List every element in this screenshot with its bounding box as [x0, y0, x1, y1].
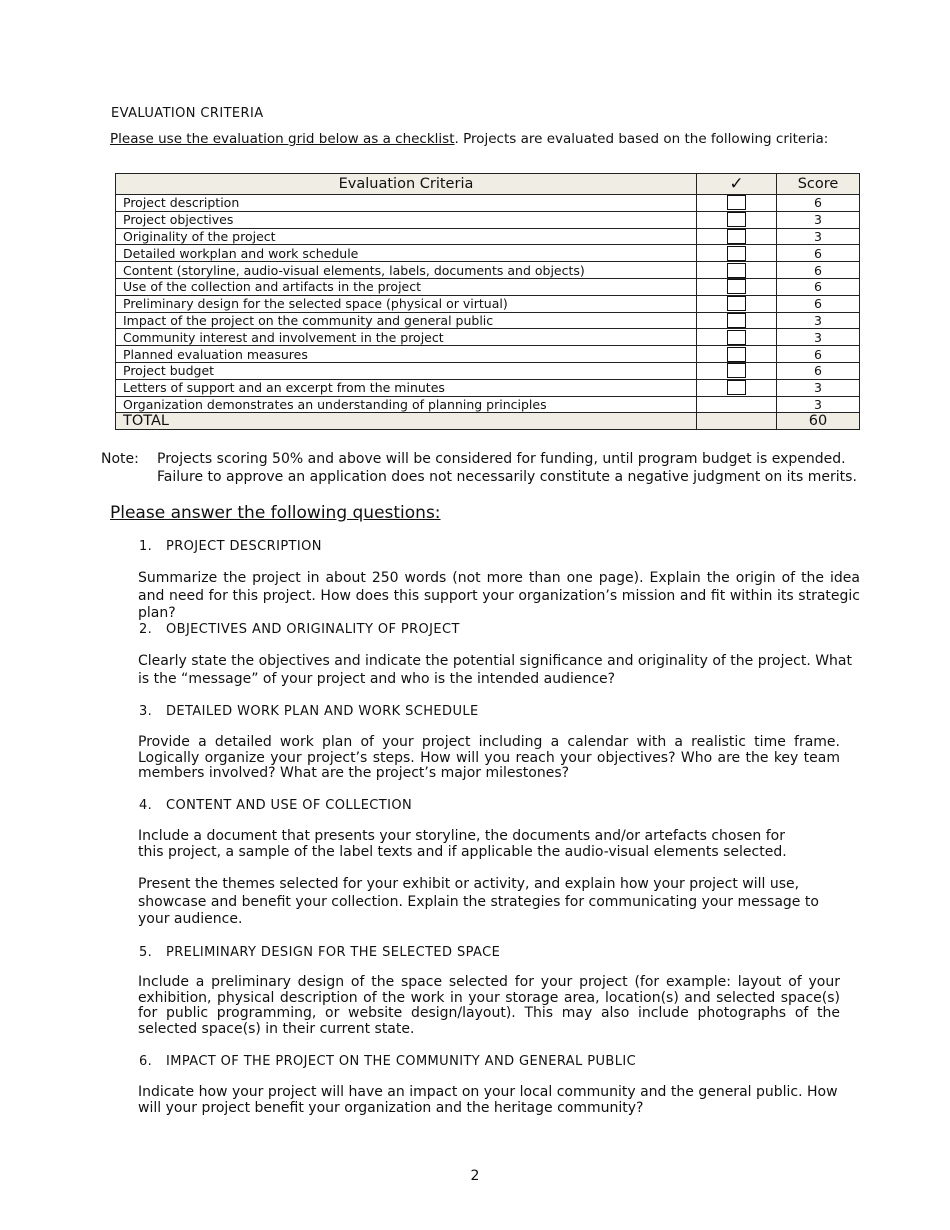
- score-cell: 6: [777, 278, 860, 295]
- score-cell: 3: [777, 329, 860, 346]
- criterion-cell: Use of the collection and artifacts in the project: [116, 278, 697, 295]
- total-score: 60: [777, 413, 860, 430]
- criterion-cell: Preliminary design for the selected space (physical or virtual): [116, 295, 697, 312]
- table-row: [116, 295, 860, 312]
- section-paragraph: Summarize the project in about 250 words (not more than one page). Explain the origin of the idea and need for this project. How does this support your organization’s mission and fit within its strategic plan?: [138, 570, 860, 621]
- criterion-cell: Impact of the project on the community and general public: [116, 312, 697, 329]
- note-label: Note:: [101, 451, 139, 467]
- section-paragraph: Indicate how your project will have an impact on your local community and the general public. How will your project benefit your organization and the heritage community?: [138, 1084, 838, 1116]
- evaluation-grid: [115, 173, 860, 430]
- checkbox[interactable]: [727, 380, 746, 395]
- criterion-cell: Detailed workplan and work schedule: [116, 245, 697, 262]
- score-cell: 6: [777, 362, 860, 379]
- checkbox[interactable]: [727, 313, 746, 328]
- grid-header-row: [116, 174, 860, 195]
- score-header: Score: [777, 174, 860, 195]
- table-row: [116, 329, 860, 346]
- section-number: 4.: [139, 798, 153, 813]
- section-number: 2.: [139, 622, 153, 637]
- table-row: [116, 195, 860, 212]
- score-cell: 3: [777, 228, 860, 245]
- criterion-cell: Letters of support and an excerpt from the minutes: [116, 379, 697, 396]
- score-cell: 3: [777, 211, 860, 228]
- table-row: [116, 379, 860, 396]
- checkbox[interactable]: [727, 330, 746, 345]
- checkbox-cell[interactable]: [697, 278, 777, 295]
- score-cell: 6: [777, 295, 860, 312]
- score-cell: 6: [777, 346, 860, 363]
- intro-rest: . Projects are evaluated based on the following criteria:: [454, 131, 829, 147]
- section-paragraph: Present the themes selected for your exhibit or activity, and explain how your project will use, showcase and benefit your collection. Explain the strategies for communicating your message to your audience.: [138, 876, 819, 927]
- table-row: [116, 346, 860, 363]
- checkbox[interactable]: [727, 246, 746, 261]
- criterion-cell: Community interest and involvement in the project: [116, 329, 697, 346]
- criterion-cell: Project description: [116, 195, 697, 212]
- section-heading: EVALUATION CRITERIA: [111, 106, 264, 121]
- page-number: 2: [470, 1168, 480, 1184]
- checkbox[interactable]: [727, 347, 746, 362]
- note-line-1: Projects scoring 50% and above will be considered for funding, until program budget is expended.: [157, 451, 846, 467]
- checkbox-cell[interactable]: [697, 228, 777, 245]
- checkbox-cell[interactable]: [697, 346, 777, 363]
- checkbox-cell[interactable]: [697, 379, 777, 396]
- section-title: [139, 622, 460, 637]
- section-title: [139, 704, 479, 719]
- table-row: [116, 278, 860, 295]
- total-check-cell: [697, 413, 777, 430]
- checkbox[interactable]: [727, 363, 746, 378]
- section-title-text: CONTENT AND USE OF COLLECTION: [166, 798, 413, 813]
- intro-underlined: Please use the evaluation grid below as a checklist: [110, 131, 455, 147]
- score-cell: 6: [777, 195, 860, 212]
- checkbox[interactable]: [727, 212, 746, 227]
- section-title-text: OBJECTIVES AND ORIGINALITY OF PROJECT: [166, 622, 460, 637]
- empty-check-cell: [697, 396, 777, 413]
- table-row: [116, 211, 860, 228]
- section-title: [139, 1054, 636, 1069]
- section-title-text: IMPACT OF THE PROJECT ON THE COMMUNITY AND GENERAL PUBLIC: [166, 1054, 637, 1069]
- checkmark-header: ✓: [697, 174, 777, 195]
- criterion-cell: Project budget: [116, 362, 697, 379]
- checkbox-cell[interactable]: [697, 362, 777, 379]
- checkbox[interactable]: [727, 195, 746, 210]
- section-number: 6.: [139, 1054, 153, 1069]
- table-row: [116, 262, 860, 279]
- criteria-header: Evaluation Criteria: [116, 174, 697, 195]
- criterion-cell: Originality of the project: [116, 228, 697, 245]
- section-title: [139, 539, 322, 554]
- checkbox-cell[interactable]: [697, 195, 777, 212]
- criterion-cell: Project objectives: [116, 211, 697, 228]
- table-row: [116, 312, 860, 329]
- checkbox-cell[interactable]: [697, 312, 777, 329]
- score-cell: 3: [777, 312, 860, 329]
- table-row: [116, 362, 860, 379]
- section-title-text: PRELIMINARY DESIGN FOR THE SELECTED SPACE: [166, 945, 501, 960]
- score-cell: 6: [777, 262, 860, 279]
- section-paragraph: Include a preliminary design of the space selected for your project (for example: layout of your exhibition, physical description of the work in your storage area, location(s) and selected space(s) for public programming, or website design/layout). This may also include photographs of the selected space(s) in their current state.: [138, 974, 840, 1037]
- criterion-cell: Organization demonstrates an understanding of planning principles: [116, 396, 697, 413]
- section-title: [139, 945, 500, 960]
- section-number: 1.: [139, 539, 153, 554]
- section-number: 5.: [139, 945, 153, 960]
- note-line-2: Failure to approve an application does not necessarily constitute a negative judgment on its merits.: [157, 469, 857, 485]
- note-text: [157, 450, 857, 486]
- intro-text: [110, 131, 828, 147]
- checkbox-cell[interactable]: [697, 262, 777, 279]
- criterion-cell: Planned evaluation measures: [116, 346, 697, 363]
- score-cell: 3: [777, 396, 860, 413]
- section-paragraph: Provide a detailed work plan of your project including a calendar with a realistic time frame. Logically organize your project’s steps. How will you reach your objectives? Who are the key team members involved? What are the project’s major milestones?: [138, 734, 840, 781]
- section-paragraph: Include a document that presents your storyline, the documents and/or artefacts chosen for this project, a sample of the label texts and if applicable the audio-visual elements selected.: [138, 828, 787, 860]
- checkbox-cell[interactable]: [697, 295, 777, 312]
- score-cell: 6: [777, 245, 860, 262]
- checkbox[interactable]: [727, 229, 746, 244]
- table-row: [116, 228, 860, 245]
- checkbox-cell[interactable]: [697, 329, 777, 346]
- checkbox[interactable]: [727, 279, 746, 294]
- checkbox-cell[interactable]: [697, 211, 777, 228]
- score-cell: 3: [777, 379, 860, 396]
- questions-heading: Please answer the following questions:: [110, 503, 441, 523]
- section-title-text: DETAILED WORK PLAN AND WORK SCHEDULE: [166, 704, 479, 719]
- section-paragraph: Clearly state the objectives and indicate the potential significance and originality of the project. What is the “message” of your project and who is the intended audience?: [138, 653, 852, 687]
- criterion-cell: Content (storyline, audio-visual elements, labels, documents and objects): [116, 262, 697, 279]
- total-row: [116, 413, 860, 430]
- checkbox-cell[interactable]: [697, 245, 777, 262]
- section-title: [139, 798, 412, 813]
- section-title-text: PROJECT DESCRIPTION: [166, 539, 322, 554]
- total-label: TOTAL: [116, 413, 697, 430]
- checkbox[interactable]: [727, 263, 746, 278]
- section-number: 3.: [139, 704, 153, 719]
- table-row: [116, 245, 860, 262]
- checkbox[interactable]: [727, 296, 746, 311]
- table-row: [116, 396, 860, 413]
